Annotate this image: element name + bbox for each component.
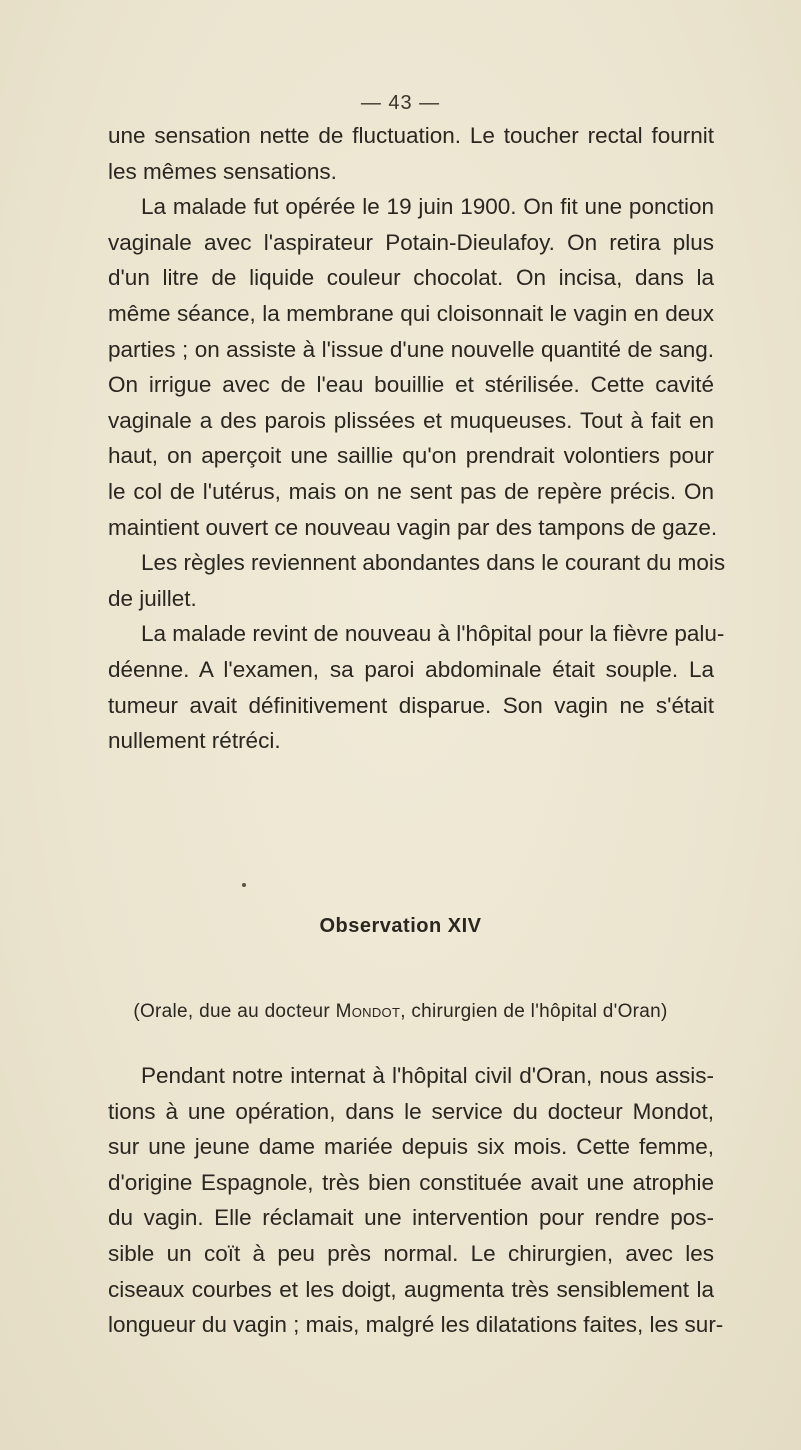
text-line: La malade revint de nouveau à l'hôpital pour la fièvre palu- bbox=[141, 621, 725, 647]
text-line: Pendant notre internat à l'hôpital civil d'Oran, nous assis- bbox=[141, 1063, 714, 1088]
text-line: les mêmes sensations. bbox=[108, 158, 337, 184]
observation-subtitle-prefix: (Orale, due au docteur bbox=[133, 1001, 336, 1022]
text-line: sible un coït à peu près normal. Le chirurgien, avec les bbox=[108, 1240, 714, 1266]
observation-subtitle-suffix: , chirurgien de l'hôpital d'Oran) bbox=[400, 1001, 668, 1022]
observation-subtitle bbox=[0, 1001, 801, 1023]
text-line: La malade fut opérée le 19 juin 1900. On fit une ponction bbox=[141, 194, 714, 220]
text-line: de juillet. bbox=[108, 585, 197, 611]
text-line: Les règles reviennent abondantes dans le courant du mois bbox=[141, 550, 726, 576]
text-line: On irrigue avec de l'eau bouillie et stérilisée. Cette cavité bbox=[108, 372, 714, 398]
text-line: même séance, la membrane qui cloisonnait le vagin en deux bbox=[108, 300, 714, 326]
print-speck bbox=[242, 883, 246, 887]
observation-subtitle-name: Mondot bbox=[335, 1001, 401, 1022]
text-block-observation bbox=[108, 1058, 724, 1343]
text-line: tions à une opération, dans le service du docteur Mondot, bbox=[108, 1098, 714, 1124]
text-line: d'origine Espagnole, très bien constituée avait une atrophie bbox=[108, 1169, 714, 1195]
text-line: vaginale a des parois plissées et muqueuses. Tout à fait en bbox=[108, 407, 714, 433]
text-line: le col de l'utérus, mais on ne sent pas de repère précis. On bbox=[108, 478, 714, 504]
text-line: haut, on aperçoit une saillie qu'on prendrait volontiers pour bbox=[108, 443, 714, 469]
page-number: — 43 — bbox=[360, 92, 441, 114]
text-line: sur une jeune dame mariée depuis six mois. Cette femme, bbox=[108, 1134, 714, 1160]
text-line: du vagin. Elle réclamait une intervention pour rendre pos- bbox=[108, 1205, 714, 1231]
text-line: une sensation nette de fluctuation. Le toucher rectal fournit bbox=[108, 123, 714, 148]
text-line: maintient ouvert ce nouveau vagin par des tampons de gaze. bbox=[108, 514, 718, 540]
text-line: vaginale avec l'aspirateur Potain-Dieulafoy. On retira plus bbox=[108, 229, 714, 255]
text-line: déenne. A l'examen, sa paroi abdominale était souple. La bbox=[108, 656, 714, 682]
text-line: tumeur avait définitivement disparue. Son vagin ne s'était bbox=[108, 692, 714, 718]
text-line: ciseaux courbes et les doigt, augmenta très sensiblement la bbox=[108, 1276, 714, 1302]
text-line: d'un litre de liquide couleur chocolat. On incisa, dans la bbox=[108, 265, 714, 291]
text-line: parties ; on assiste à l'issue d'une nouvelle quantité de sang. bbox=[108, 336, 714, 362]
text-line: longueur du vagin ; mais, malgré les dilatations faites, les sur- bbox=[108, 1312, 724, 1338]
text-block-case-description bbox=[108, 118, 726, 759]
observation-title: Observation XIV bbox=[319, 915, 482, 937]
text-line: nullement rétréci. bbox=[108, 728, 281, 754]
